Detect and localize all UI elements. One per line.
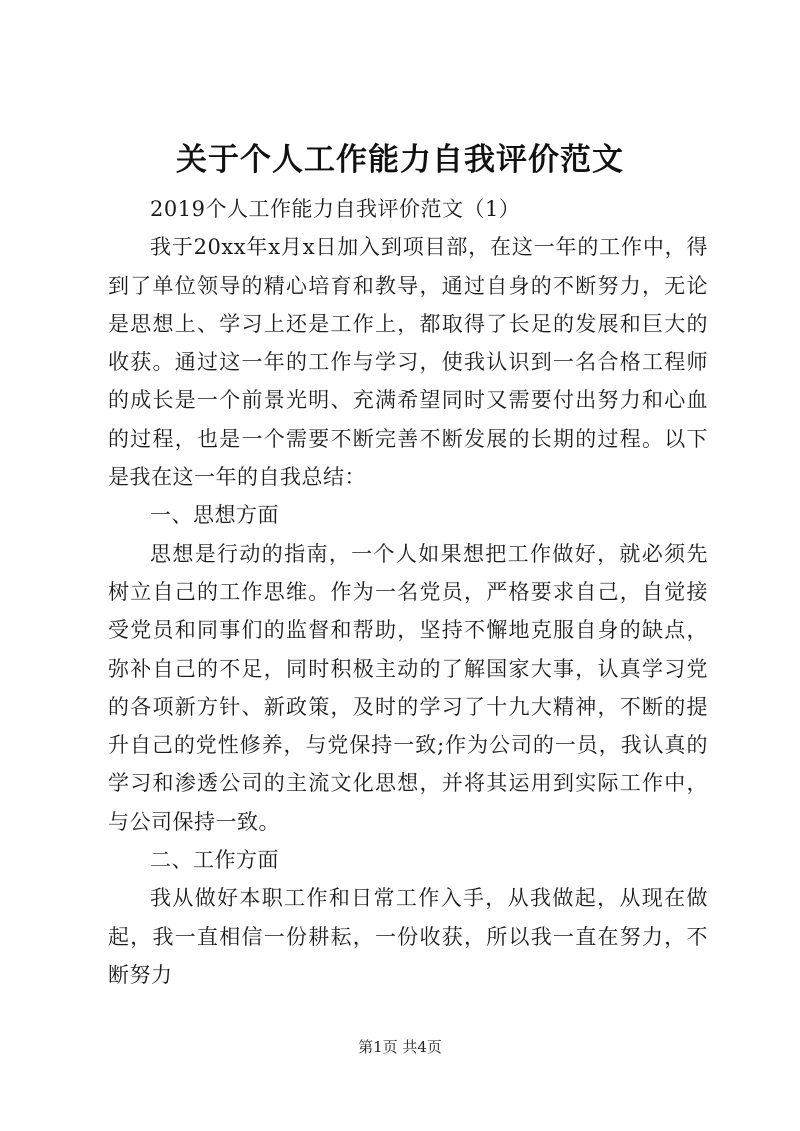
paragraph-work: 我从做好本职工作和日常工作入手，从我做起，从现在做起，我一直相信一份耕耘，一份收获，所以我一直在努力，不断努力 [108,886,708,987]
page-footer: 第1页 共4页 [358,1038,442,1056]
paragraph-thought: 思想是行动的指南，一个人如果想把工作做好，就必须先树立自己的工作思维。作为一名党员，严格要求自己，自觉接受党员和同事们的监督和帮助，坚持不懈地克服自身的缺点，弥补自己的不足，同时积极主动的了解国家大事，认真学习党的各项新方针、新政策，及时的学习了十九大精神，不断的提升自己的党性修养，与党保持一致;作为公司的一员，我认真的学习和渗透公司的主流文化思想，并将其运用到实际工作中，与公司保持一致。 [108,541,708,834]
section-heading-work: 二、工作方面 [150,848,279,873]
section-heading-thought: 一、思想方面 [150,503,279,528]
paragraph-subtitle: 2019个人工作能力自我评价范文（1） [150,197,521,221]
document-title: 关于个人工作能力自我评价范文 [176,142,624,178]
document-body [108,190,708,994]
paragraph-intro: 我于20xx年x月x日加入到项目部，在这一年的工作中，得到了单位领导的精心培育和教导，通过自身的不断努力，无论是思想上、学习上还是工作上，都取得了长足的发展和巨大的收获。通过这一年的工作与学习，使我认识到一名合格工程师的成长是一个前景光明、充满希望同时又需要付出努力和心血的过程，也是一个需要不断完善不断发展的长期的过程。以下是我在这一年的自我总结： [108,235,708,490]
